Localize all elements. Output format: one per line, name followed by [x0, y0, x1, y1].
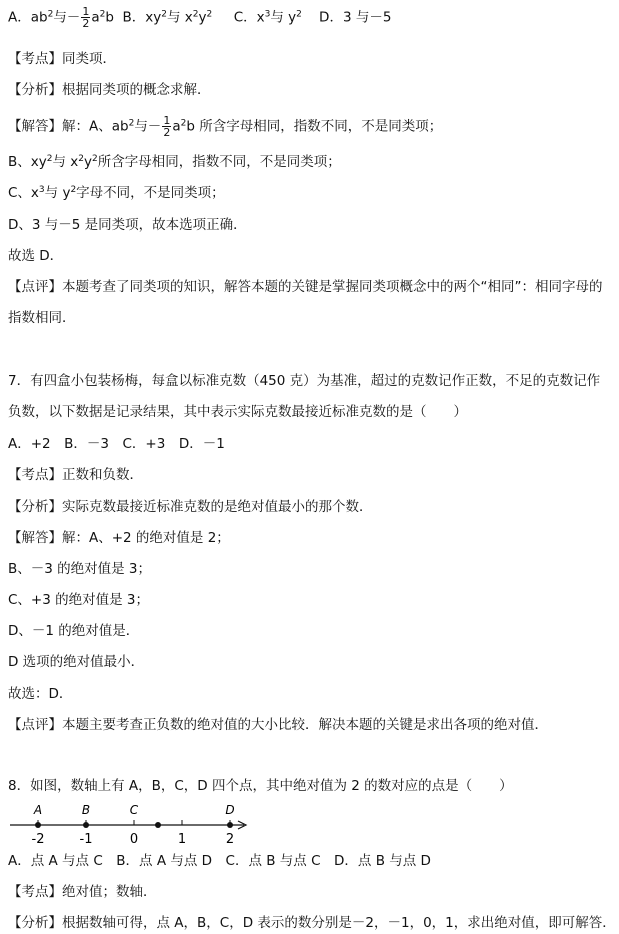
sup: 2 — [180, 118, 187, 129]
tick-label: 0 — [129, 832, 139, 847]
q6-option-b: B．xy — [122, 9, 162, 26]
q6-option-c: C．x — [233, 9, 265, 26]
point-d-label: D — [225, 803, 235, 817]
number-line-axis — [10, 821, 246, 829]
text: b — [105, 9, 114, 26]
sup: 2 — [47, 9, 54, 20]
text: 与 y — [270, 9, 297, 26]
sup: 2 — [161, 9, 167, 20]
sup: 3 — [38, 185, 45, 195]
q7-jieda-a: 【解答】解：A、+2 的绝对值是 2； — [8, 530, 230, 546]
text: 与 y — [44, 185, 71, 201]
ticks — [32, 820, 235, 847]
point-c-label: C — [129, 803, 139, 817]
q8-options: A．点 A 与点 C B．点 A 与点 D C．点 B 与点 C D．点 B 与点 D — [8, 853, 431, 869]
q6-dianping: 【点评】本题考查了同类项的知识，解答本题的关键是掌握同类项概念中的两个“相同”：相同字母的指数相同． — [8, 279, 603, 326]
number-line-figure — [8, 800, 258, 850]
q7-question: 7．有四盒小包装杨梅，每盒以标准克数（450 克）为基准，超过的克数记作正数，不足的克数记作负数，以下数据是记录结果，其中表示实际克数最接近标准克数的是（ ） — [8, 373, 601, 420]
sup: 2 — [78, 154, 84, 164]
q7-jieda-c: C、+3 的绝对值是 3； — [8, 592, 149, 608]
tick-label: -2 — [31, 832, 45, 847]
sup: 2 — [99, 9, 106, 20]
q6-options — [8, 6, 391, 29]
q7-fenxi: 【分析】实际克数最接近标准克数的是绝对值最小的那个数． — [8, 499, 373, 515]
q6-fenxi: 【分析】根据同类项的概念求解． — [8, 82, 211, 98]
point-a-label: A — [33, 803, 43, 817]
q8-fenxi: 【分析】根据数轴可得，点 A，B，C，D 表示的数分别是－2，－1，0，1，求出绝对值，即可解答． — [8, 915, 616, 931]
sup: 2 — [128, 118, 135, 129]
fraction — [162, 115, 171, 138]
text: C、x — [8, 185, 39, 201]
fraction — [81, 6, 90, 29]
text: b 所含字母相同，指数不同，不是同类项； — [186, 118, 443, 135]
point-unlabeled-dot — [155, 822, 161, 828]
q6-jieda-c — [8, 184, 225, 202]
frac-den: 2 — [82, 17, 90, 30]
q7-jieda-d: D、－1 的绝对值是． — [8, 623, 140, 639]
text: 与－ — [134, 118, 162, 135]
q6-option-d: D．3 与－5 — [319, 9, 392, 26]
text: y — [198, 9, 207, 26]
text: 与 x — [52, 154, 79, 170]
sup: 2 — [70, 185, 77, 195]
q7-jieda-e: D 选项的绝对值最小． — [8, 654, 145, 670]
q6-jieda-a — [8, 115, 442, 138]
tick-label: 2 — [225, 832, 235, 847]
sup: 2 — [46, 154, 53, 164]
q7-options: A．+2 B．－3 C．+3 D．－1 — [8, 436, 225, 452]
q6-option-a: A．ab — [8, 9, 48, 26]
sup: 2 — [296, 9, 302, 20]
text: 【解答】解：A、ab — [8, 118, 129, 135]
tick-label: 1 — [177, 832, 187, 847]
text: 与－ — [53, 9, 81, 26]
frac-num: 1 — [163, 114, 171, 127]
point-d-dot — [227, 822, 233, 828]
text: a — [91, 9, 100, 26]
q6-kaodian: 【考点】同类项． — [8, 51, 116, 67]
frac-den: 2 — [163, 126, 171, 139]
sup: 2 — [206, 9, 213, 20]
text: y — [84, 154, 92, 170]
q7-jieda-b: B、－3 的绝对值是 3； — [8, 561, 152, 577]
q7-dianping: 【点评】本题主要考查正负数的绝对值的大小比较．解决本题的关键是求出各项的绝对值． — [8, 717, 548, 733]
q7-guxuan: 故选：D． — [8, 686, 73, 702]
sup: 2 — [192, 9, 199, 20]
q8-kaodian: 【考点】绝对值；数轴． — [8, 884, 157, 900]
sup: 2 — [92, 154, 98, 164]
point-b-label: B — [81, 803, 91, 817]
q6-jieda-b — [8, 153, 341, 171]
point-a-dot — [35, 822, 41, 828]
point-b-dot — [83, 822, 89, 828]
frac-num: 1 — [82, 5, 90, 18]
text: 所含字母相同，指数不同，不是同类项； — [97, 154, 341, 170]
q6-jieda-d: D、3 与－5 是同类项，故本选项正确． — [8, 217, 247, 233]
text: 字母不同，不是同类项； — [76, 185, 225, 201]
text: 与 x — [166, 9, 193, 26]
q8-question: 8．如图，数轴上有 A，B，C，D 四个点，其中绝对值为 2 的数对应的点是（ ） — [8, 778, 513, 794]
q6-guxuan: 故选 D． — [8, 248, 64, 264]
text: B、xy — [8, 154, 47, 170]
sup: 3 — [264, 9, 271, 20]
text: a — [172, 118, 181, 135]
tick-label: -1 — [79, 832, 93, 847]
q7-kaodian: 【考点】正数和负数． — [8, 467, 143, 483]
